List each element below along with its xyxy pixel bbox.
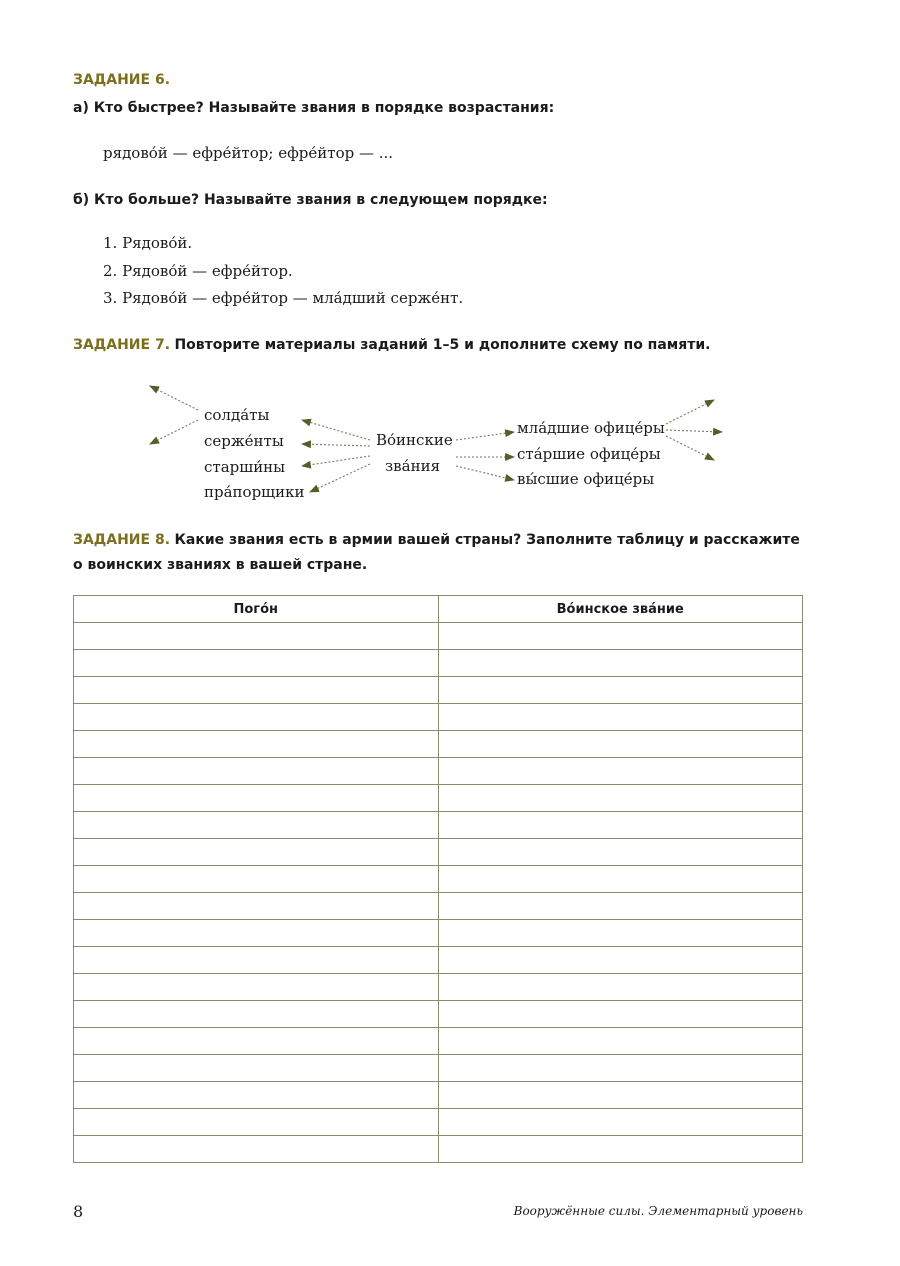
schema-arrow	[456, 466, 514, 480]
ranks-table	[73, 595, 803, 1163]
task6-a-text: а) Кто быстрее? Называйте звания в порядке возрастания:	[73, 100, 555, 116]
pogon-cell[interactable]	[74, 704, 439, 731]
rank-cell[interactable]	[438, 785, 803, 812]
book-title: Вооружённые силы. Элементарный уровень	[513, 1204, 803, 1218]
rank-cell[interactable]	[438, 812, 803, 839]
pogon-cell[interactable]	[74, 758, 439, 785]
column-header-pogon: Пого́н	[74, 596, 439, 623]
table-row	[74, 758, 803, 785]
schema-center-line1: Во́инские	[376, 431, 453, 449]
rank-cell[interactable]	[438, 623, 803, 650]
schema-arrow	[302, 456, 370, 466]
rank-cell[interactable]	[438, 893, 803, 920]
table-row	[74, 785, 803, 812]
pogon-cell[interactable]	[74, 623, 439, 650]
pogon-cell[interactable]	[74, 785, 439, 812]
task6-list-item: 2. Рядово́й — ефре́йтор.	[103, 262, 293, 280]
schema-right-item: ста́ршие офице́ры	[517, 445, 661, 463]
table-row	[74, 623, 803, 650]
schema-right-item: мла́дшие офице́ры	[517, 419, 665, 437]
schema-arrow	[302, 444, 370, 446]
schema-center-line2: зва́ния	[385, 457, 441, 475]
table-row	[74, 839, 803, 866]
pogon-cell[interactable]	[74, 731, 439, 758]
pogon-cell[interactable]	[74, 866, 439, 893]
task8-text-line1: Какие звания есть в армии вашей страны? Заполните таблицу и расскажите	[174, 532, 800, 548]
rank-cell[interactable]	[438, 1136, 803, 1163]
task7-text: Повторите материалы заданий 1–5 и дополните схему по памяти.	[174, 337, 711, 353]
schema-arrow	[456, 432, 514, 440]
schema-right-item: вы́сшие офице́ры	[517, 470, 655, 488]
table-row	[74, 866, 803, 893]
pogon-cell[interactable]	[74, 812, 439, 839]
pogon-cell[interactable]	[74, 1136, 439, 1163]
schema-arrow	[302, 420, 370, 440]
pogon-cell[interactable]	[74, 1082, 439, 1109]
rank-cell[interactable]	[438, 839, 803, 866]
task8-text-line2: о воинских званиях в вашей стране.	[73, 557, 368, 573]
schema-arrow	[150, 386, 198, 410]
task6-label: ЗАДАНИЕ 6.	[73, 72, 171, 88]
task6-list-item: 1. Рядово́й.	[103, 234, 193, 252]
table-row	[74, 1109, 803, 1136]
table-row	[74, 1082, 803, 1109]
table-row	[74, 893, 803, 920]
rank-cell[interactable]	[438, 866, 803, 893]
schema-left-item: солда́ты	[204, 406, 270, 424]
rank-cell[interactable]	[438, 677, 803, 704]
table-row	[74, 974, 803, 1001]
table-row	[74, 1028, 803, 1055]
table-row	[74, 1136, 803, 1163]
table-row	[74, 704, 803, 731]
schema-arrow	[666, 400, 714, 424]
pogon-cell[interactable]	[74, 650, 439, 677]
rank-cell[interactable]	[438, 758, 803, 785]
task7-label: ЗАДАНИЕ 7.	[73, 337, 171, 353]
rank-cell[interactable]	[438, 1001, 803, 1028]
rank-cell[interactable]	[438, 974, 803, 1001]
task6-list-item: 3. Рядово́й — ефре́йтор — мла́дший серже́нт.	[103, 289, 464, 307]
pogon-cell[interactable]	[74, 1001, 439, 1028]
rank-cell[interactable]	[438, 731, 803, 758]
table-row	[74, 920, 803, 947]
schema-arrow	[666, 430, 722, 432]
rank-cell[interactable]	[438, 920, 803, 947]
task6-example: рядово́й — ефре́йтор; ефре́йтор — ...	[103, 144, 394, 162]
task8-label: ЗАДАНИЕ 8.	[73, 532, 171, 548]
schema-left-item: серже́нты	[204, 432, 284, 450]
schema-left-item: пра́порщики	[204, 483, 305, 501]
table-row	[74, 677, 803, 704]
pogon-cell[interactable]	[74, 839, 439, 866]
task8-heading	[73, 532, 800, 548]
table-row	[74, 812, 803, 839]
schema-arrow	[310, 464, 370, 492]
page-number: 8	[73, 1202, 84, 1221]
pogon-cell[interactable]	[74, 1109, 439, 1136]
table-row	[74, 731, 803, 758]
rank-cell[interactable]	[438, 947, 803, 974]
task6-b-text: б) Кто больше? Называйте звания в следующем порядке:	[73, 192, 548, 208]
pogon-cell[interactable]	[74, 974, 439, 1001]
rank-cell[interactable]	[438, 1109, 803, 1136]
table-row	[74, 947, 803, 974]
pogon-cell[interactable]	[74, 947, 439, 974]
column-header-rank: Во́инское зва́ние	[438, 596, 803, 623]
pogon-cell[interactable]	[74, 1055, 439, 1082]
pogon-cell[interactable]	[74, 893, 439, 920]
schema-arrow	[150, 420, 198, 444]
table-header-row	[74, 596, 803, 623]
table-row	[74, 1001, 803, 1028]
schema-left-item: старши́ны	[204, 458, 286, 476]
rank-cell[interactable]	[438, 1082, 803, 1109]
rank-cell[interactable]	[438, 650, 803, 677]
table-row	[74, 650, 803, 677]
pogon-cell[interactable]	[74, 1028, 439, 1055]
pogon-cell[interactable]	[74, 920, 439, 947]
rank-cell[interactable]	[438, 1028, 803, 1055]
schema-arrow	[666, 436, 714, 460]
rank-cell[interactable]	[438, 1055, 803, 1082]
rank-cell[interactable]	[438, 704, 803, 731]
table-row	[74, 1055, 803, 1082]
pogon-cell[interactable]	[74, 677, 439, 704]
